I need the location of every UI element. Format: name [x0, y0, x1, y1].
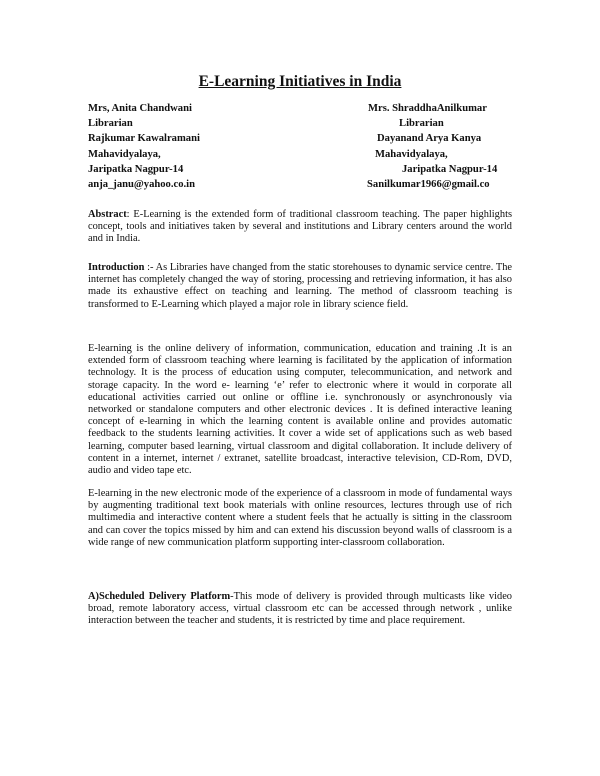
page-title: E-Learning Initiatives in India [198, 73, 402, 90]
scheduled-delivery-text: -This mode of delivery is provided through multicasts like video broad, remote laboratory access, virtual classroom etc can be accessed through network , unlike interaction between the teacher and students, it is restricted by time and place requirement. [88, 591, 512, 627]
author-email: anja_janu@yahoo.co.in [88, 179, 195, 191]
author-block-left [88, 101, 308, 192]
introduction-paragraph [88, 262, 512, 311]
abstract-text: : E-Learning is the extended form of traditional classroom teaching. The paper highlights concept, tools and initiatives taken by several and institutions and Library centers around the world and in India. [88, 209, 512, 245]
author-institution-line2: Mahavidyalaya, [88, 148, 161, 160]
author-institution: Dayanand Arya Kanya [377, 133, 482, 145]
author-institution-line2: Mahavidyalaya, [375, 148, 448, 160]
abstract-paragraph [88, 209, 512, 246]
author-address: Jaripatka Nagpur-14 [88, 163, 184, 175]
author-email: Sanilkumar1966@gmail.co [367, 179, 490, 191]
introduction-text: :- As Libraries have changed from the static storehouses to dynamic service centre. The internet has completely changed the way of storing, processing and retrieving information, it has also made its exhaustive effect on teaching and learning. The method of classroom teaching is transformed to E-Learning which played a major role in library science field. [88, 262, 512, 310]
author-designation: Librarian [399, 118, 444, 130]
scheduled-delivery-paragraph [88, 591, 512, 628]
author-name: Mrs. ShraddhaAnilkumar [368, 103, 487, 114]
abstract-heading: Abstract [88, 209, 127, 220]
author-designation: Librarian [88, 118, 133, 130]
introduction-heading: Introduction [88, 262, 145, 273]
author-name: Mrs, Anita Chandwani [88, 103, 192, 114]
author-block-right [340, 101, 520, 192]
definition-paragraph: E-learning is the online delivery of information, communication, education and training .It is an extended form of classroom teaching where learning is facilitated by the application of information technology. It is the process of education using computer, telecommunication, and network and storage capacity. In the word e- learning ‘e’ refer to electronic where it would in corporate all educational activities carried out online or offline i.e. synchronously or asynchronously via networked or standalone computers and other electronic devices . It is defined interactive leaning concept of e-learning in which the learning content is available online and provides automatic feedback to the students learning activities. It cover a wide set of applications such as web based learning, computer based learning, virtual classroom and digital collaboration. It include delivery of content in a internet, internet / extranet, satellite broadcast, interactive television, CD-Rom, DVD, audio and video tape etc. [88, 343, 512, 477]
new-mode-paragraph: E-learning in the new electronic mode of the experience of a classroom in mode of fundamental ways by augmenting traditional text book materials with online resources, lectures through use of rich multimedia and interactive content where a student feels that he actually is sitting in the classroom and can cover the topics missed by him and can extend his discussion beyond walls of classroom is a wide range of new communication platform supporting inter-classroom collaboration. [88, 488, 512, 548]
author-institution: Rajkumar Kawalramani [88, 133, 200, 145]
scheduled-delivery-heading: A)Scheduled Delivery Platform [88, 591, 231, 602]
author-address: Jaripatka Nagpur-14 [402, 163, 498, 175]
